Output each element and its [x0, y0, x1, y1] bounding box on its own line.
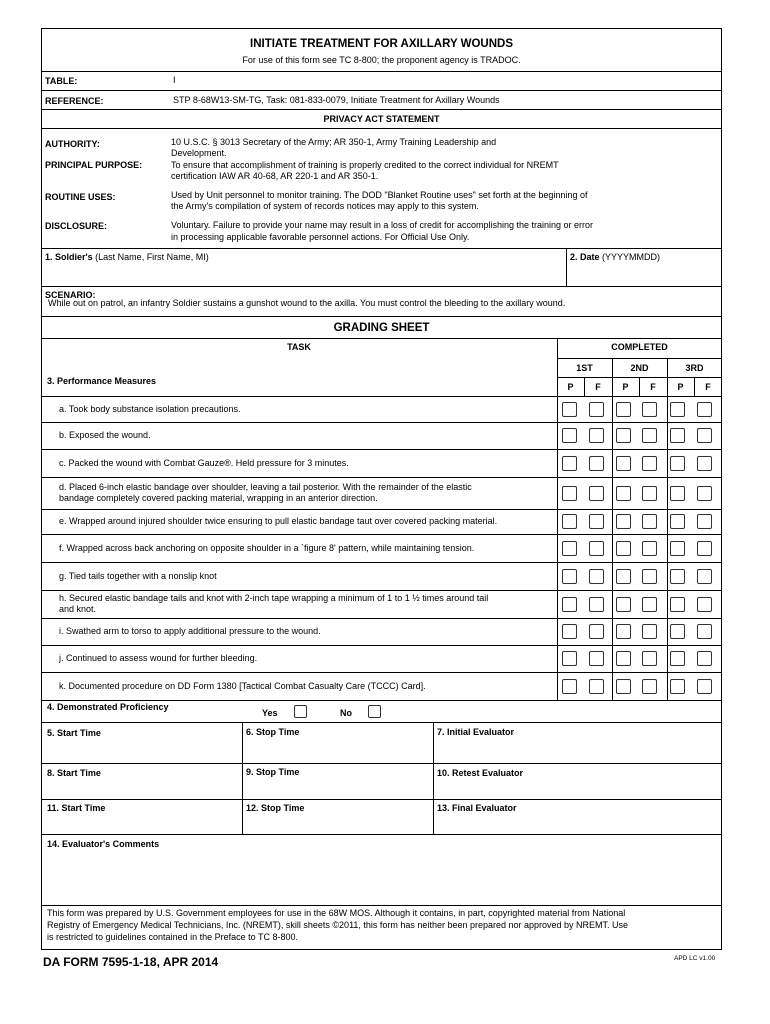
pass-checkbox[interactable] — [562, 541, 577, 556]
routine-uses-text: the Army's compilation of system of records notices may apply to this system. — [171, 201, 479, 211]
scenario-label: SCENARIO: — [45, 290, 96, 300]
attempt-3-header: 3RD — [685, 363, 704, 373]
measure-text: d. Placed 6-inch elastic bandage over shoulder, leaving a tail posterior. With the remainder of the elastic — [59, 482, 472, 492]
completed-header: COMPLETED — [611, 342, 668, 352]
pass-checkbox[interactable] — [562, 597, 577, 612]
measure-text: b. Exposed the wound. — [59, 430, 151, 440]
fail-checkbox[interactable] — [642, 624, 657, 639]
grid-line — [639, 377, 640, 396]
pass-checkbox[interactable] — [670, 597, 685, 612]
divider — [41, 834, 722, 835]
performance-measures-label: 3. Performance Measures — [47, 376, 157, 386]
fail-checkbox[interactable] — [697, 569, 712, 584]
evaluator-comments-field[interactable]: 14. Evaluator's Comments — [47, 839, 160, 849]
form-title: INITIATE TREATMENT FOR AXILLARY WOUNDS — [250, 38, 513, 50]
row-divider — [41, 449, 722, 450]
fail-checkbox[interactable] — [642, 597, 657, 612]
routine-uses-label: ROUTINE USES: — [45, 192, 116, 202]
pass-checkbox[interactable] — [670, 569, 685, 584]
divider — [41, 905, 722, 906]
fail-checkbox[interactable] — [697, 624, 712, 639]
row-divider — [41, 672, 722, 673]
row-divider — [41, 534, 722, 535]
divider — [41, 248, 722, 249]
pass-checkbox[interactable] — [562, 679, 577, 694]
pass-checkbox[interactable] — [670, 514, 685, 529]
fail-checkbox[interactable] — [589, 651, 604, 666]
proficiency-no-checkbox[interactable] — [368, 705, 381, 718]
row-divider — [41, 645, 722, 646]
disclaimer-text: Registry of Emergency Medical Technicians, Inc. (NREMT), skill sheets ©2011, this form has neither been prepared nor approved by NREMT. Use — [47, 920, 629, 930]
proficiency-yes-label: Yes — [262, 708, 278, 718]
table-value: I — [173, 75, 176, 85]
authority-label: AUTHORITY: — [45, 139, 100, 149]
pass-checkbox[interactable] — [670, 651, 685, 666]
reference-value: STP 8-68W13-SM-TG, Task: 081-833-0079, Initiate Treatment for Axillary Wounds — [173, 95, 500, 105]
task-header: TASK — [287, 342, 311, 352]
purpose-text: certification IAW AR 40-68, AR 220-1 and AR 350-1. — [171, 171, 379, 181]
pass-checkbox[interactable] — [616, 402, 631, 417]
divider — [41, 396, 722, 397]
start-time-field[interactable]: 5. Start Time — [47, 728, 101, 738]
pass-checkbox[interactable] — [670, 679, 685, 694]
fail-checkbox[interactable] — [642, 569, 657, 584]
disclosure-text: in processing applicable favorable personnel actions. For Official Use Only. — [171, 232, 470, 242]
grid-line — [584, 377, 585, 396]
attempt-2-header: 2ND — [630, 363, 649, 373]
retest-evaluator-field[interactable]: 10. Retest Evaluator — [437, 768, 524, 778]
measure-text: and knot. — [59, 604, 97, 614]
form-subtitle: For use of this form see TC 8-800; the proponent agency is TRADOC. — [242, 55, 521, 65]
date-field[interactable] — [570, 252, 660, 263]
disclaimer-text: This form was prepared by U.S. Government employees for use in the 68W MOS. Although it contains, in part, copyrighted material from National — [47, 908, 626, 918]
pass-checkbox[interactable] — [616, 597, 631, 612]
row-divider — [41, 477, 722, 478]
form-id: DA FORM 7595-1-18, APR 2014 — [43, 955, 219, 969]
divider — [41, 722, 722, 723]
measure-text: j. Continued to assess wound for further bleeding. — [59, 653, 258, 663]
pass-checkbox[interactable] — [616, 679, 631, 694]
divider — [41, 763, 722, 764]
retest-start-time-field[interactable]: 8. Start Time — [47, 768, 101, 778]
divider — [41, 286, 722, 287]
pass-checkbox[interactable] — [670, 541, 685, 556]
row-divider — [41, 422, 722, 423]
fail-checkbox[interactable] — [642, 428, 657, 443]
disclosure-text: Voluntary. Failure to provide your name may result in a loss of credit for accomplishing the training or error — [171, 220, 594, 230]
measure-text: g. Tied tails together with a nonslip knot — [59, 570, 217, 581]
attempt-1-header: 1ST — [576, 363, 593, 373]
row-divider — [41, 618, 722, 619]
privacy-heading: PRIVACY ACT STATEMENT — [323, 114, 440, 124]
pass-checkbox[interactable] — [670, 456, 685, 471]
measure-text: f. Wrapped across back anchoring on opposite shoulder in a `figure 8' pattern, while maintaining tension. — [59, 542, 475, 553]
authority-text: 10 U.S.C. § 3013 Secretary of the Army; AR 350-1, Army Training Leadership and — [171, 137, 497, 147]
soldier-name-hint: (Last Name, First Name, MI) — [92, 252, 209, 262]
fail-checkbox[interactable] — [697, 597, 712, 612]
row-divider — [41, 509, 722, 510]
disclosure-label: DISCLOSURE: — [45, 221, 108, 231]
fail-checkbox[interactable] — [589, 402, 604, 417]
pass-header: P — [622, 382, 629, 392]
pass-checkbox[interactable] — [562, 456, 577, 471]
divider — [41, 316, 722, 317]
fail-checkbox[interactable] — [589, 597, 604, 612]
pass-checkbox[interactable] — [616, 514, 631, 529]
soldier-name-field[interactable] — [45, 252, 209, 263]
pass-header: P — [567, 382, 574, 392]
proficiency-label: 4. Demonstrated Proficiency — [47, 702, 169, 712]
measure-text: e. Wrapped around injured shoulder twice ensuring to pull elastic bandage taut over covered packing material. — [59, 516, 498, 526]
pass-checkbox[interactable] — [616, 428, 631, 443]
fail-checkbox[interactable] — [642, 679, 657, 694]
measure-text: c. Packed the wound with Combat Gauze®. Held pressure for 3 minutes. — [59, 457, 349, 468]
measure-text: bandage completely covered packing material, wrapping in an anterior direction. — [59, 493, 378, 503]
pass-checkbox[interactable] — [616, 456, 631, 471]
pass-checkbox[interactable] — [670, 624, 685, 639]
routine-uses-text: Used by Unit personnel to monitor training. The DOD "Blanket Routine uses" set forth at the beginning of — [171, 190, 588, 200]
fail-checkbox[interactable] — [589, 541, 604, 556]
retest-stop-time-field[interactable]: 9. Stop Time — [246, 767, 300, 777]
grading-sheet-title: GRADING SHEET — [333, 322, 430, 334]
fail-checkbox[interactable] — [697, 541, 712, 556]
purpose-label: PRINCIPAL PURPOSE: — [45, 160, 143, 170]
fail-checkbox[interactable] — [697, 428, 712, 443]
stop-time-field[interactable]: 6. Stop Time — [246, 727, 300, 737]
divider — [41, 90, 722, 91]
measure-text: a. Took body substance isolation precautions. — [59, 403, 241, 414]
divider — [566, 248, 567, 286]
fail-checkbox[interactable] — [589, 486, 604, 501]
divider — [41, 700, 722, 701]
fail-checkbox[interactable] — [642, 541, 657, 556]
fail-checkbox[interactable] — [697, 402, 712, 417]
pass-checkbox[interactable] — [616, 624, 631, 639]
reference-label: REFERENCE: — [45, 96, 104, 106]
divider — [41, 338, 722, 339]
form-version: APD LC v1.00 — [674, 955, 716, 962]
soldier-name-label: 1. Soldier's — [45, 252, 93, 262]
divider — [41, 109, 722, 110]
authority-text: Development. — [171, 148, 227, 158]
pass-header: P — [677, 382, 684, 392]
fail-checkbox[interactable] — [589, 456, 604, 471]
fail-checkbox[interactable] — [697, 679, 712, 694]
pass-checkbox[interactable] — [562, 514, 577, 529]
pass-checkbox[interactable] — [616, 486, 631, 501]
fail-checkbox[interactable] — [589, 514, 604, 529]
pass-checkbox[interactable] — [616, 541, 631, 556]
fail-checkbox[interactable] — [642, 486, 657, 501]
pass-checkbox[interactable] — [562, 486, 577, 501]
initial-evaluator-field[interactable]: 7. Initial Evaluator — [437, 727, 515, 737]
divider — [242, 722, 243, 834]
pass-checkbox[interactable] — [562, 428, 577, 443]
final-evaluator-field[interactable]: 13. Final Evaluator — [437, 803, 517, 813]
scenario-text: While out on patrol, an infantry Soldier sustains a gunshot wound to the axilla. You must control the bleeding to the axillary wound. — [48, 298, 566, 308]
disclaimer-text: is restricted to guidelines contained in the Preface to TC 8-800. — [47, 932, 298, 942]
fail-checkbox[interactable] — [697, 456, 712, 471]
fail-checkbox[interactable] — [589, 679, 604, 694]
proficiency-no-label: No — [340, 708, 352, 718]
fail-checkbox[interactable] — [642, 456, 657, 471]
fail-checkbox[interactable] — [697, 486, 712, 501]
fail-checkbox[interactable] — [697, 514, 712, 529]
pass-checkbox[interactable] — [562, 624, 577, 639]
final-start-time-field[interactable]: 11. Start Time — [47, 803, 106, 813]
fail-header: F — [650, 382, 656, 392]
purpose-text: To ensure that accomplishment of training is properly credited to the correct individual for NREMT — [171, 160, 559, 170]
row-divider — [41, 590, 722, 591]
divider — [41, 128, 722, 129]
grid-line — [667, 358, 668, 700]
divider — [557, 358, 722, 359]
fail-header: F — [595, 382, 601, 392]
pass-checkbox[interactable] — [616, 651, 631, 666]
pass-checkbox[interactable] — [562, 569, 577, 584]
divider — [41, 71, 722, 72]
pass-checkbox[interactable] — [562, 651, 577, 666]
pass-checkbox[interactable] — [616, 569, 631, 584]
proficiency-yes-checkbox[interactable] — [294, 705, 307, 718]
measure-text: i. Swathed arm to torso to apply additional pressure to the wound. — [59, 626, 321, 636]
grid-line — [694, 377, 695, 396]
date-label: 2. Date — [570, 252, 600, 262]
fail-header: F — [705, 382, 711, 392]
table-label: TABLE: — [45, 76, 78, 86]
divider — [41, 799, 722, 800]
pass-checkbox[interactable] — [670, 428, 685, 443]
final-stop-time-field[interactable]: 12. Stop Time — [246, 803, 305, 813]
fail-checkbox[interactable] — [589, 624, 604, 639]
grid-line — [612, 358, 613, 700]
fail-checkbox[interactable] — [697, 651, 712, 666]
fail-checkbox[interactable] — [589, 428, 604, 443]
pass-checkbox[interactable] — [562, 402, 577, 417]
pass-checkbox[interactable] — [670, 402, 685, 417]
date-hint: (YYYYMMDD) — [599, 252, 661, 262]
measure-text: h. Secured elastic bandage tails and knot with 2-inch tape wrapping a minimum of 1 to 1 ½ times around tail — [59, 593, 489, 603]
fail-checkbox[interactable] — [642, 514, 657, 529]
pass-checkbox[interactable] — [670, 486, 685, 501]
row-divider — [41, 562, 722, 563]
fail-checkbox[interactable] — [642, 651, 657, 666]
fail-checkbox[interactable] — [642, 402, 657, 417]
fail-checkbox[interactable] — [589, 569, 604, 584]
measure-text: k. Documented procedure on DD Form 1380 [Tactical Combat Casualty Care (TCCC) Card]. — [59, 680, 426, 691]
divider — [433, 722, 434, 834]
